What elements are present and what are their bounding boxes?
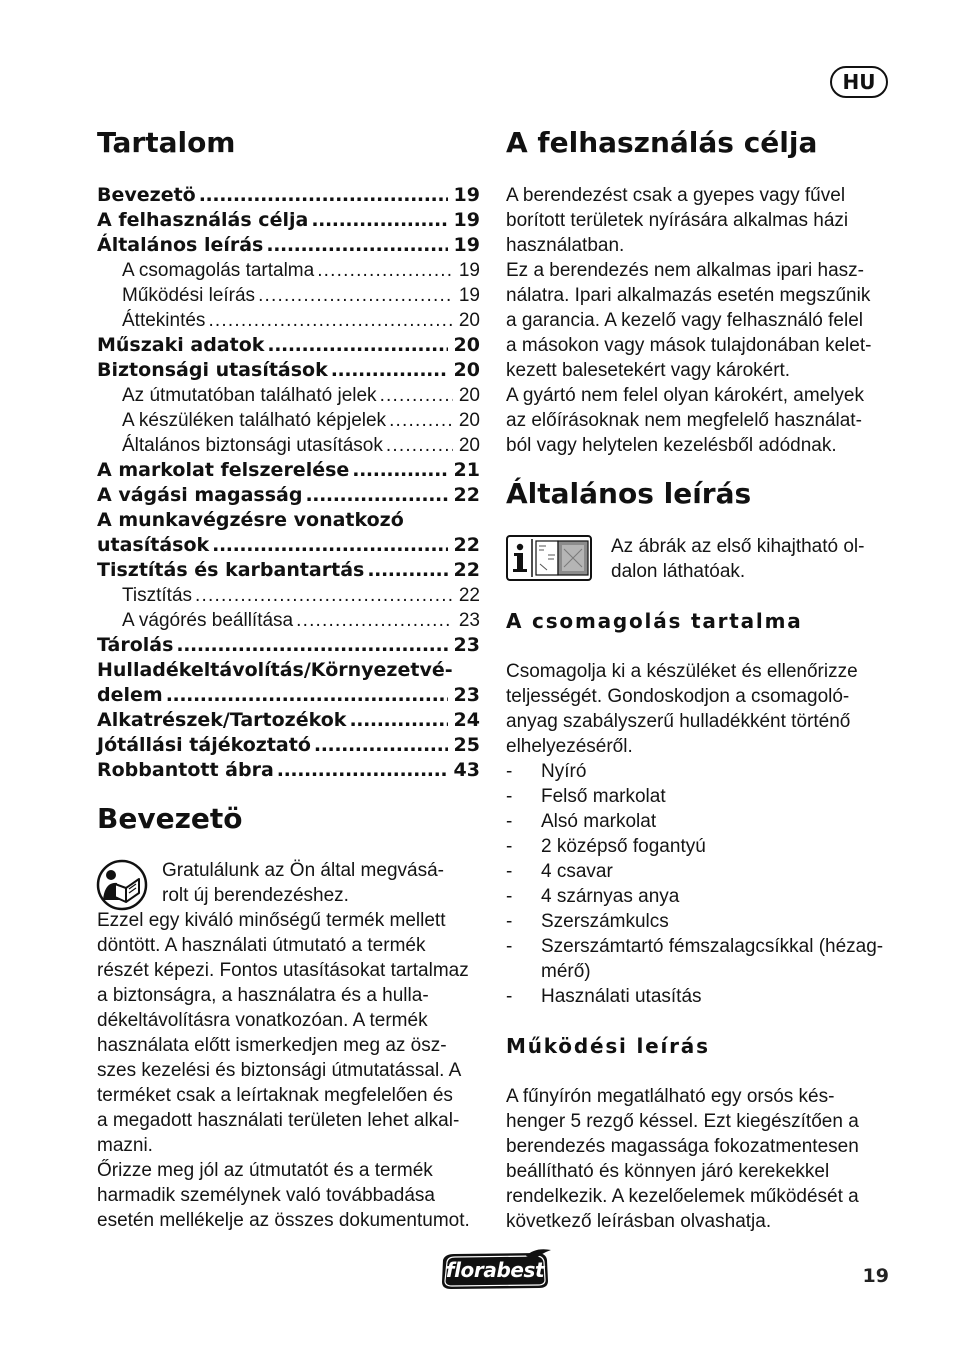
- toc-row: [97, 233, 480, 258]
- toc-row: [97, 258, 480, 283]
- toc-row: [97, 733, 480, 758]
- section-title-general: Általános leírás: [506, 477, 752, 510]
- dot-leader: [266, 233, 447, 258]
- toc-page-number: 22: [453, 484, 480, 506]
- toc-label: Bevezetö: [97, 184, 196, 206]
- toc-label: A vágórés beállítása: [122, 610, 294, 631]
- intro-text-line: esetén mellékelje az összes dokumentumot.: [97, 1210, 470, 1231]
- purpose-text-line: A berendezést csak a gyepes vagy fűvel: [506, 185, 846, 206]
- intro-text-line: a megadott használati területen lehet alkal-: [97, 1110, 460, 1131]
- list-item: [506, 809, 895, 834]
- toc-row: [97, 708, 480, 733]
- dot-leader: [277, 758, 448, 783]
- toc-page-number: 19: [453, 209, 480, 231]
- list-item-text: - Alsó markolat: [541, 811, 657, 832]
- intro-text-line: dékeltávolításra vonatkozóan. A termék: [97, 1010, 428, 1031]
- read-manual-icon: [96, 859, 148, 911]
- toc-list: [97, 183, 480, 783]
- list-item: [506, 859, 895, 884]
- toc-row: [97, 583, 480, 608]
- toc-row: [97, 333, 480, 358]
- toc-row: [97, 758, 480, 783]
- toc-label: Működési leírás: [122, 285, 256, 306]
- toc-entry: [97, 633, 480, 658]
- toc-entry: [97, 608, 480, 633]
- purpose-text-line: A gyártó nem felel olyan károkért, amelyek: [506, 385, 865, 406]
- purpose-text-line: ból vagy helytelen kezelésből adódnak.: [506, 435, 837, 456]
- dot-leader: [386, 433, 453, 458]
- toc-page-number: 22: [453, 534, 480, 556]
- general-note-line: Az ábrák az első kihajtható ol-: [611, 536, 865, 557]
- package-text-line: teljességét. Gondoskodjon a csomagoló-: [506, 686, 850, 707]
- list-item-text: - 2 középső fogantyú: [541, 836, 706, 857]
- function-text-line: következő leírásban olvashatja.: [506, 1211, 772, 1232]
- toc-entry: [97, 258, 480, 283]
- toc-page-number: 20: [458, 310, 480, 331]
- toc-entry: [97, 433, 480, 458]
- toc-entry: [97, 408, 480, 433]
- intro-text-line: Ezzel egy kiváló minőségű termék mellett: [97, 910, 446, 931]
- toc-entry: [97, 308, 480, 333]
- toc-label: Tisztítás és karbantartás: [97, 559, 365, 581]
- list-item: [506, 784, 895, 809]
- toc-row: [97, 408, 480, 433]
- purpose-text-line: kezett balesetekért vagy károkért.: [506, 360, 791, 381]
- toc-label: A felhasználás célja: [97, 209, 309, 231]
- toc-row: [97, 383, 480, 408]
- toc-page-number: 24: [453, 709, 480, 731]
- toc-row: [97, 608, 480, 633]
- list-item-text: - Nyíró: [541, 761, 587, 782]
- toc-label: Az útmutatóban található jelek: [122, 385, 377, 406]
- toc-page-number: 20: [458, 410, 480, 431]
- toc-label: Biztonsági utasítások: [97, 359, 328, 381]
- toc-page-number: 25: [453, 734, 480, 756]
- toc-row: [97, 483, 480, 508]
- purpose-text-line: az előírásoknak nem megfelelő használat-: [506, 410, 862, 431]
- dot-leader: [195, 583, 453, 608]
- toc-row: [97, 183, 480, 208]
- dot-leader: [314, 733, 448, 758]
- toc-label: A markolat felszerelése: [97, 459, 350, 481]
- toc-label: A munkavégzésre vonatkozó: [97, 509, 404, 531]
- toc-row: [97, 658, 480, 683]
- toc-label: utasítások: [97, 534, 210, 556]
- list-item: [506, 884, 895, 909]
- toc-entry: [97, 383, 480, 408]
- toc-label: A készüléken található képjelek: [122, 410, 387, 431]
- toc-label: Jótállási tájékoztató: [97, 734, 311, 756]
- function-text-line: rendelkezik. A kezelőelemek működését a: [506, 1186, 859, 1207]
- dot-leader: [380, 383, 453, 408]
- purpose-text-line: nálatra. Ipari alkalmazás esetén megszűnik: [506, 285, 871, 306]
- toc-row: [97, 358, 480, 383]
- toc-label: Általános leírás: [97, 234, 264, 256]
- toc-page-number: 19: [458, 285, 480, 306]
- package-text-line: Csomagolja ki a készüléket és ellenőrizze: [506, 661, 858, 682]
- toc-page-number: 20: [458, 435, 480, 456]
- package-contents-list: [506, 759, 895, 1009]
- toc-row: [97, 433, 480, 458]
- dot-leader: [258, 283, 453, 308]
- toc-entry: [97, 508, 480, 558]
- toc-entry: [97, 233, 480, 258]
- intro-text-line: harmadik személynek való továbbadása: [97, 1185, 435, 1206]
- toc-label: Tisztítás: [122, 585, 193, 606]
- intro-text-line: a biztonságra, a használatra és a hulla-: [97, 985, 429, 1006]
- toc-page-number: 20: [453, 334, 480, 356]
- toc-entry: [97, 483, 480, 508]
- dot-leader: [389, 408, 453, 433]
- toc-row: [97, 533, 480, 558]
- language-badge: HU: [830, 66, 888, 98]
- dot-leader: [311, 208, 447, 233]
- intro-text-line: részét képezi. Fontos utasításokat tartalmaz: [97, 960, 469, 981]
- function-paragraph: [506, 1084, 859, 1234]
- toc-entry: [97, 758, 480, 783]
- page-number: 19: [862, 1265, 889, 1287]
- toc-page-number: 22: [458, 585, 480, 606]
- toc-row: [97, 683, 480, 708]
- toc-entry: [97, 283, 480, 308]
- brand-logo: [438, 1249, 552, 1291]
- dot-leader: [305, 483, 447, 508]
- general-note: [611, 534, 864, 584]
- toc-row: [97, 508, 480, 533]
- function-text-line: henger 5 rezgő késsel. Ezt kiegészítően a: [506, 1111, 859, 1132]
- intro-paragraph: [97, 908, 470, 1233]
- toc-entry: [97, 583, 480, 608]
- dot-leader: [208, 308, 452, 333]
- package-paragraph: [506, 659, 858, 759]
- dot-leader: [352, 458, 447, 483]
- intro-text-line: használata előtt ismerkedjen meg az ösz-: [97, 1035, 447, 1056]
- purpose-text-line: a garancia. A kezelő vagy felhasználó felel: [506, 310, 864, 331]
- toc-entry: [97, 558, 480, 583]
- toc-title: Tartalom: [97, 126, 236, 159]
- toc-page-number: 19: [453, 234, 480, 256]
- toc-entry: [97, 333, 480, 358]
- toc-entry: [97, 658, 480, 708]
- dot-leader: [349, 708, 447, 733]
- toc-page-number: 43: [453, 759, 480, 781]
- toc-page-number: 19: [453, 184, 480, 206]
- list-item: [506, 909, 895, 934]
- toc-row: [97, 208, 480, 233]
- toc-page-number: 20: [458, 385, 480, 406]
- toc-entry: [97, 358, 480, 383]
- toc-row: [97, 558, 480, 583]
- toc-entry: [97, 733, 480, 758]
- toc-row: [97, 458, 480, 483]
- toc-label: Alkatrészek/Tartozékok: [97, 709, 347, 731]
- toc-label: Műszaki adatok: [97, 334, 265, 356]
- intro-note: [162, 858, 444, 908]
- function-text-line: beállítható és könnyen járó kerekekkel: [506, 1161, 830, 1182]
- intro-text-line: szes kezelési és biztonsági útmutatással. A: [97, 1060, 462, 1081]
- dot-leader: [331, 358, 448, 383]
- intro-note-line: rolt új berendezéshez.: [162, 885, 349, 906]
- toc-entry: [97, 708, 480, 733]
- toc-row: [97, 308, 480, 333]
- dot-leader: [267, 333, 447, 358]
- toc-label: Áttekintés: [122, 310, 206, 331]
- toc-entry: [97, 183, 480, 208]
- dot-leader: [296, 608, 453, 633]
- subsection-title-package: A csomagolás tartalma: [506, 609, 803, 633]
- list-item: [506, 984, 895, 1009]
- toc-page-number: 20: [453, 359, 480, 381]
- dot-leader: [199, 183, 448, 208]
- intro-text-line: döntött. A használati útmutató a termék: [97, 935, 426, 956]
- intro-text-line: mazni.: [97, 1135, 153, 1156]
- toc-label: Általános biztonsági utasítások: [122, 435, 383, 456]
- dot-leader: [367, 558, 447, 583]
- list-item-text: - Felső markolat: [541, 786, 666, 807]
- toc-page-number: 23: [453, 684, 480, 706]
- list-item: [506, 834, 895, 859]
- list-item-text: mérő): [541, 961, 591, 982]
- toc-label: A vágási magasság: [97, 484, 303, 506]
- toc-page-number: 21: [453, 459, 480, 481]
- list-item-text: - Szerszámkulcs: [541, 911, 669, 932]
- purpose-text-line: Ez a berendezés nem alkalmas ipari hasz-: [506, 260, 865, 281]
- toc-row: [97, 633, 480, 658]
- intro-text-line: terméket csak a leírtaknak megfelelően és: [97, 1085, 453, 1106]
- toc-entry: [97, 458, 480, 483]
- section-title-purpose: A felhasználás célja: [506, 126, 818, 159]
- toc-label: A csomagolás tartalma: [122, 260, 315, 281]
- purpose-paragraph: [506, 183, 871, 458]
- list-item-text: - Használati utasítás: [541, 986, 702, 1007]
- toc-page-number: 19: [458, 260, 480, 281]
- dot-leader: [212, 533, 447, 558]
- purpose-text-line: használatban.: [506, 235, 625, 256]
- toc-page-number: 22: [453, 559, 480, 581]
- dot-leader: [317, 258, 453, 283]
- function-text-line: A fűnyírón megatlálható egy orsós kés-: [506, 1086, 835, 1107]
- info-figure-icon: [506, 535, 592, 581]
- toc-label: Robbantott ábra: [97, 759, 274, 781]
- toc-page-number: 23: [453, 634, 480, 656]
- list-item-text: - 4 szárnyas anya: [541, 886, 680, 907]
- list-item-text: - Szerszámtartó fémszalagcsíkkal (hézag-: [541, 936, 884, 957]
- package-text-line: anyag szabályszerű hulladékként történő: [506, 711, 851, 732]
- toc-label: Hulladékeltávolítás/Környezetvé-: [97, 659, 453, 681]
- general-note-line: dalon láthatóak.: [611, 561, 746, 582]
- list-item: [506, 934, 895, 984]
- list-item-text: - 4 csavar: [541, 861, 613, 882]
- package-text-line: elhelyezéséről.: [506, 736, 633, 757]
- intro-text-line: Őrizze meg jól az útmutatót és a termék: [97, 1160, 433, 1181]
- toc-entry: [97, 208, 480, 233]
- function-text-line: berendezés magassága fokozatmentesen: [506, 1136, 859, 1157]
- toc-label: Tárolás: [97, 634, 174, 656]
- section-title-introduction: Bevezetö: [97, 802, 243, 835]
- toc-page-number: 23: [458, 610, 480, 631]
- subsection-title-function: Működési leírás: [506, 1034, 710, 1058]
- intro-note-line: Gratulálunk az Ön által megvásá-: [162, 860, 444, 881]
- toc-row: [97, 283, 480, 308]
- purpose-text-line: a másokon vagy mások tulajdonában kelet-: [506, 335, 872, 356]
- dot-leader: [176, 633, 447, 658]
- brand-logo-text: florabest: [445, 1258, 545, 1282]
- purpose-text-line: borított területek nyírására alkalmas házi: [506, 210, 849, 231]
- list-item: [506, 759, 895, 784]
- dot-leader: [166, 683, 448, 708]
- toc-label: delem: [97, 684, 163, 706]
